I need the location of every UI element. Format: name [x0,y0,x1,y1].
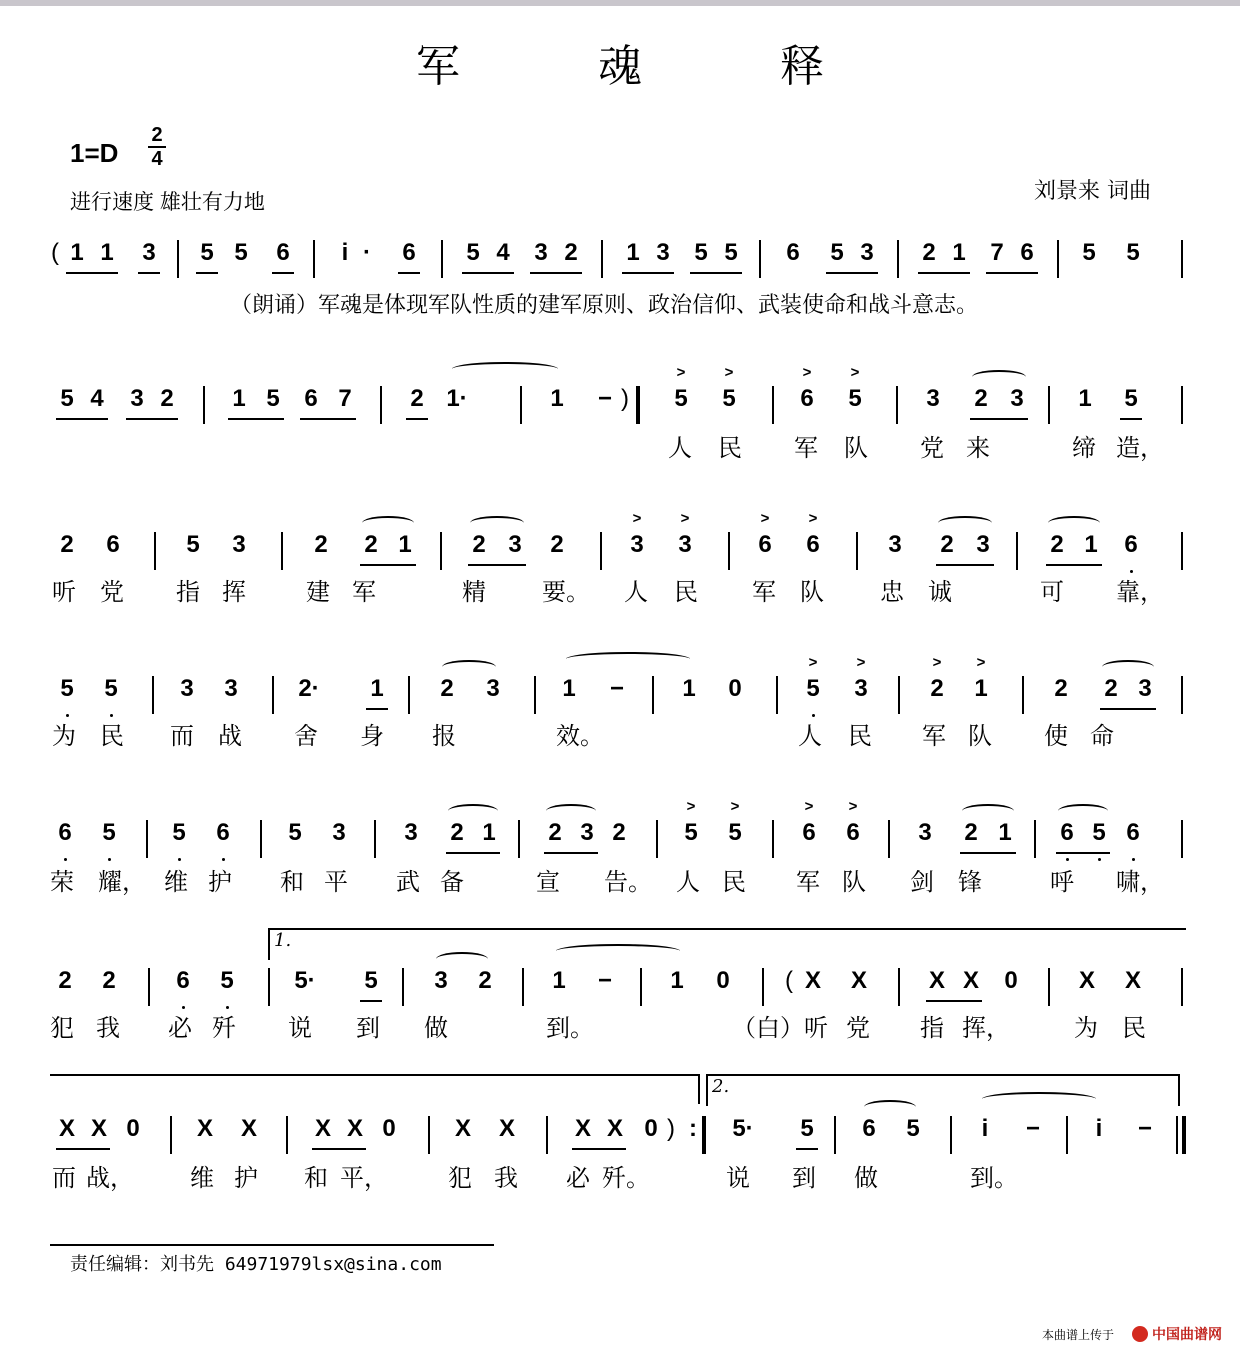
intro-narration: （朗诵）军魂是体现军队性质的建军原则、政治信仰、武装使命和战斗意志。 [230,293,979,318]
time-signature [146,124,168,170]
notation-line-2: 5 4 3 2 1 5 6 7 2 1· 1 − ) > 5 > 5 > 6 > 5 3 2 3 1 5 [0,384,1240,434]
notation-line-1: ( 1 1 3 5 5 6 i · 6 5 4 3 2 1 3 5 5 6 5 3 2 1 7 6 5 5 [0,238,1240,288]
top-border [0,0,1240,6]
volta-1-bracket [268,928,1186,960]
site-logo-icon [1132,1326,1148,1342]
time-sig-top: 2 [151,124,163,146]
notation-line-4: 5 5 3 3 2· 1 2 3 1 − 1 0 > 5 > 3 > 2 > 1 2 2 3 [0,674,1240,724]
volta-2-label: 2. [712,1076,730,1097]
notation-line-7: X X 0 X X X X 0 X X X X 0 ) : 5· 5 6 5 i − i − [0,1114,1240,1164]
upload-note: 本曲谱上传于 [1041,1328,1114,1342]
song-title: 军 魂 释 [416,41,886,92]
footer-rule [50,1244,494,1246]
editor-credit: 责任编辑：刘书先 64971979lsx@sina.com [70,1254,442,1275]
volta-1-label: 1. [274,930,292,951]
notation-line-3: 2 6 5 3 2 2 1 2 3 2 > 3 > 3 > 6 > 6 3 2 3 2 1 6 [0,530,1240,580]
notation-line-5: 6 5 5 6 5 3 3 2 1 2 3 2 > 5 > 5 > 6 > 6 3 2 1 6 5 6 [0,818,1240,868]
key-signature: 1=D [70,138,119,168]
volta-1-extension [50,1074,700,1076]
volta-1-end [698,1074,700,1104]
site-logo[interactable] [1132,1324,1232,1344]
author-credit: 刘景来 词曲 [1034,179,1151,204]
time-sig-bottom: 4 [151,148,163,170]
volta-2-bracket [706,1074,1180,1106]
notation-line-6: 2 2 6 5 5· 5 3 2 1 − 1 0 ( X X X X 0 X X [0,966,1240,1016]
site-logo-text: 中国曲谱网 [1152,1326,1222,1342]
tempo-marking: 进行速度 雄壮有力地 [70,191,265,214]
